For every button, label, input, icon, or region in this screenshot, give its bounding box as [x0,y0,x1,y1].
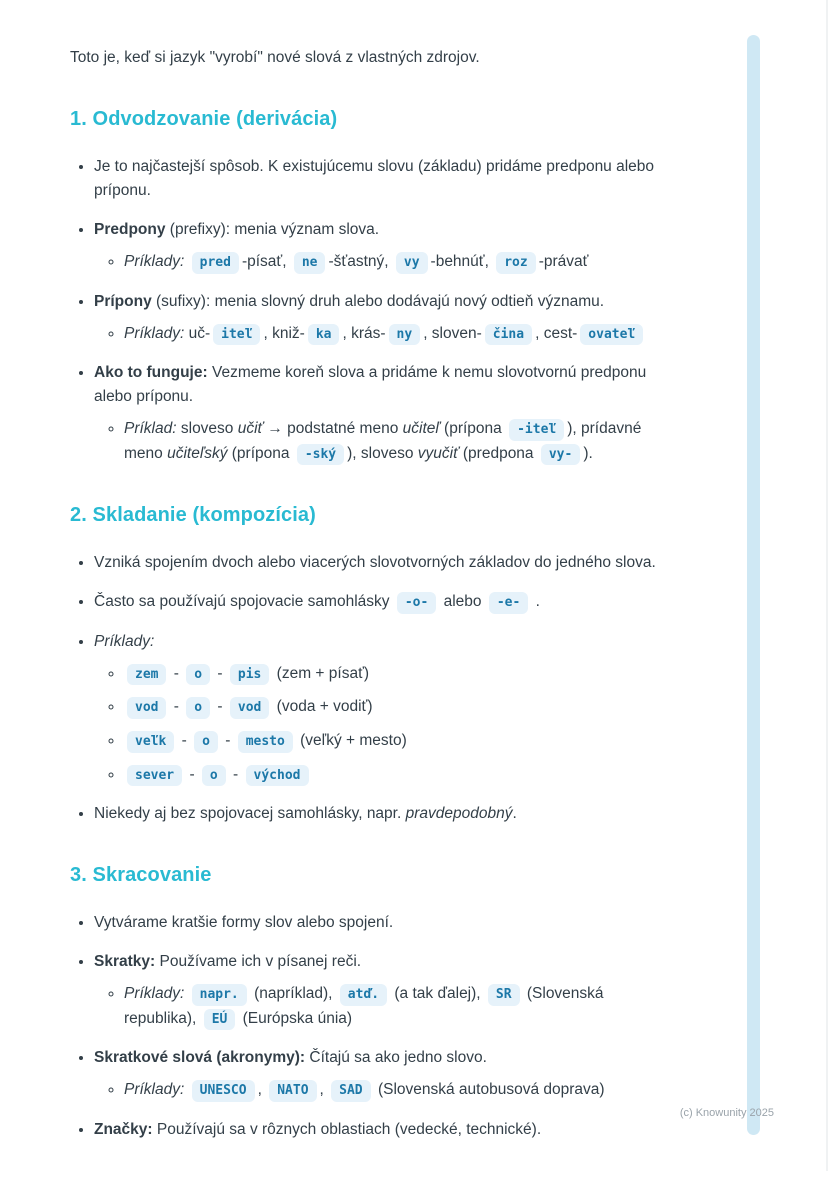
section-title: 1. Odvodzovanie (derivácia) [70,108,338,131]
sub-item [124,417,676,466]
bullet-item [94,802,676,826]
code-chip: UNESCO [192,1080,255,1102]
code-chip: ovateľ [580,324,643,346]
bullet-list [70,911,676,1142]
text-run [184,1081,188,1098]
bullet-item [94,218,676,275]
text-run: (a tak ďalej), [390,985,485,1003]
text-run [184,253,188,270]
code-chip: pis [230,664,269,686]
sub-list [94,250,676,275]
bullet-item [94,290,676,347]
bullet-list [70,155,676,466]
intro-text: Toto je, keď si jazyk "vyrobí" nové slová z vlastných zdrojov. [70,49,480,66]
text-run: - [213,664,227,682]
code-chip: atď. [340,984,387,1006]
text-run: Vytvárame kratšie formy slov alebo spojení. [94,914,394,932]
text-run: , [319,1081,329,1099]
sub-item [124,322,676,347]
italic-text: Príklady: [94,632,155,650]
text-run: ), sloveso [347,444,418,462]
text-run: (zem + písať) [272,664,370,682]
italic-text: učiteľský [167,444,228,462]
text-run: . [531,593,540,611]
text-run: (prípona [227,444,294,462]
text-run: ), prídavné meno [124,420,642,462]
code-chip: roz [496,252,535,274]
bullet-line [94,911,676,935]
text-run: - [228,765,243,783]
text-run: Niekedy aj bez spojovacej samohlásky, napr. [94,805,406,823]
text-run: . [512,805,517,823]
code-chip: o [194,731,218,753]
text-run: (napríklad), [249,985,337,1003]
code-chip: napr. [192,984,247,1006]
bold-text: Predpony [94,221,166,239]
bullet-item [94,590,676,615]
text-run: - [220,731,235,749]
text-run: , krás- [342,324,386,342]
italic-text: Príklady: [124,253,185,271]
text-run: (Európska únia) [238,1009,353,1027]
text-run: - [185,765,199,783]
code-chip: vy [396,252,428,274]
sub-item [124,695,676,720]
bullet-item [94,911,676,935]
bullet-item [94,155,676,203]
text-run: Čítajú sa ako jedno slovo. [305,1049,487,1067]
watermark: (c) Knowunity 2025 [679,1107,774,1119]
code-chip: pred [192,252,239,274]
bold-text: Prípony [94,292,152,310]
text-run: (prípona [439,420,507,438]
text-run: , [257,1081,267,1099]
text-run: (veľký + mesto) [295,731,407,749]
sub-item [124,729,676,754]
text-run: -behnúť, [430,253,494,271]
italic-text: Príklad: [124,420,177,438]
text-run: - [213,698,227,716]
code-chip: veľk [127,731,174,753]
code-chip: iteľ [213,324,260,346]
italic-text: pravdepodobný [405,805,513,823]
bullet-item [94,361,676,466]
text-run: ). [583,444,593,462]
code-chip: o [186,697,210,719]
code-chip: -ský [297,444,344,466]
text-run: , kniž- [263,324,305,342]
code-chip: SAD [331,1080,370,1102]
sections-container [70,104,676,1142]
bullet-line [94,1046,676,1070]
text-run: → podstatné meno [263,420,403,438]
italic-text: Príklady: [124,1081,185,1099]
bullet-item [94,551,676,575]
code-chip: EÚ [204,1009,236,1031]
code-chip: mesto [238,731,293,753]
text-run: -písať, [241,253,291,271]
code-chip: zem [127,664,166,686]
text-run: (predpona [458,444,538,462]
text-run: (sufixy): menia slovný druh alebo dodávajú nový odtieň významu. [151,292,605,310]
italic-text: Príklady: [124,985,185,1003]
text-run: -šťastný, [328,253,393,271]
bullet-line [94,218,676,242]
text-run: , sloven- [423,324,482,342]
text-run: Vezmeme koreň slova a pridáme k nemu slovotvornú predponu alebo príponu. [94,364,647,406]
bullet-list [70,551,676,826]
bold-text: Skratkové slová (akronymy): [94,1049,306,1067]
code-chip: ka [308,324,340,346]
section-title: 3. Skracovanie [70,864,212,887]
sub-item [124,1078,676,1103]
text-run: - [169,698,184,716]
bold-text: Značky: [94,1120,153,1138]
text-run [184,985,188,1002]
code-chip: východ [246,765,309,787]
code-chip: sever [127,765,182,787]
italic-text: učiť [237,420,264,438]
code-chip: ne [294,252,326,274]
code-chip: -e- [489,592,528,614]
text-run: Používajú sa v rôznych oblastiach (vedecké, technické). [152,1120,542,1138]
text-run: -právať [538,253,589,271]
text-run: (Slovenská republika), [124,985,604,1027]
text-run: (voda + vodiť) [272,698,373,716]
bold-text: Ako to funguje: [94,364,208,382]
code-chip: vod [127,697,166,719]
bullet-item [94,630,676,787]
text-run: alebo [439,593,486,611]
text-run: Používame ich v písanej reči. [155,953,362,971]
bullet-line [94,802,676,826]
bullet-item [94,1118,676,1142]
bold-text: Skratky: [94,953,156,971]
text-run: sloveso [176,420,238,438]
code-chip: -iteľ [509,419,564,441]
code-chip: ny [389,324,421,346]
sub-item [124,250,676,275]
text-run: Často sa používajú spojovacie samohlásky [94,593,394,611]
sub-list [94,417,676,466]
bullet-item [94,950,676,1031]
bullet-line [94,630,676,654]
sub-item [124,763,676,788]
bullet-line [94,551,676,575]
sub-item [124,662,676,687]
code-chip: vod [230,697,269,719]
text-run: - [169,664,184,682]
code-chip: o [186,664,210,686]
sub-list [94,1078,676,1103]
sub-list [94,662,676,787]
code-chip: -o- [397,592,436,614]
code-chip: SR [488,984,520,1006]
bullet-line [94,290,676,314]
code-chip: NATO [269,1080,316,1102]
text-run: , cest- [535,324,578,342]
sub-list [94,982,676,1031]
code-chip: o [202,765,226,787]
bullet-item [94,1046,676,1103]
section-title: 2. Skladanie (kompozícia) [70,504,316,527]
italic-text: Príklady: [124,324,185,342]
bullet-line [94,155,676,203]
text-run: (prefixy): menia význam slova. [165,221,380,239]
text-run: Je to najčastejší spôsob. K existujúcemu slovu (základu) pridáme predponu alebo príponu. [94,158,655,200]
text-run: - [177,731,192,749]
code-chip: čina [485,324,532,346]
sub-item [124,982,676,1031]
italic-text: učiteľ [402,420,440,438]
sub-list [94,322,676,347]
text-run: Vzniká spojením dvoch alebo viacerých slovotvorných základov do jedného slova. [94,554,656,572]
bullet-line [94,361,676,409]
bullet-line [94,950,676,974]
text-run: uč- [184,324,211,342]
bullet-line [94,1118,676,1142]
italic-text: vyučiť [417,444,459,462]
scroll-indicator[interactable] [747,35,760,1135]
bullet-line [94,590,676,615]
code-chip: vy- [541,444,580,466]
text-run: (Slovenská autobusová doprava) [373,1081,605,1099]
